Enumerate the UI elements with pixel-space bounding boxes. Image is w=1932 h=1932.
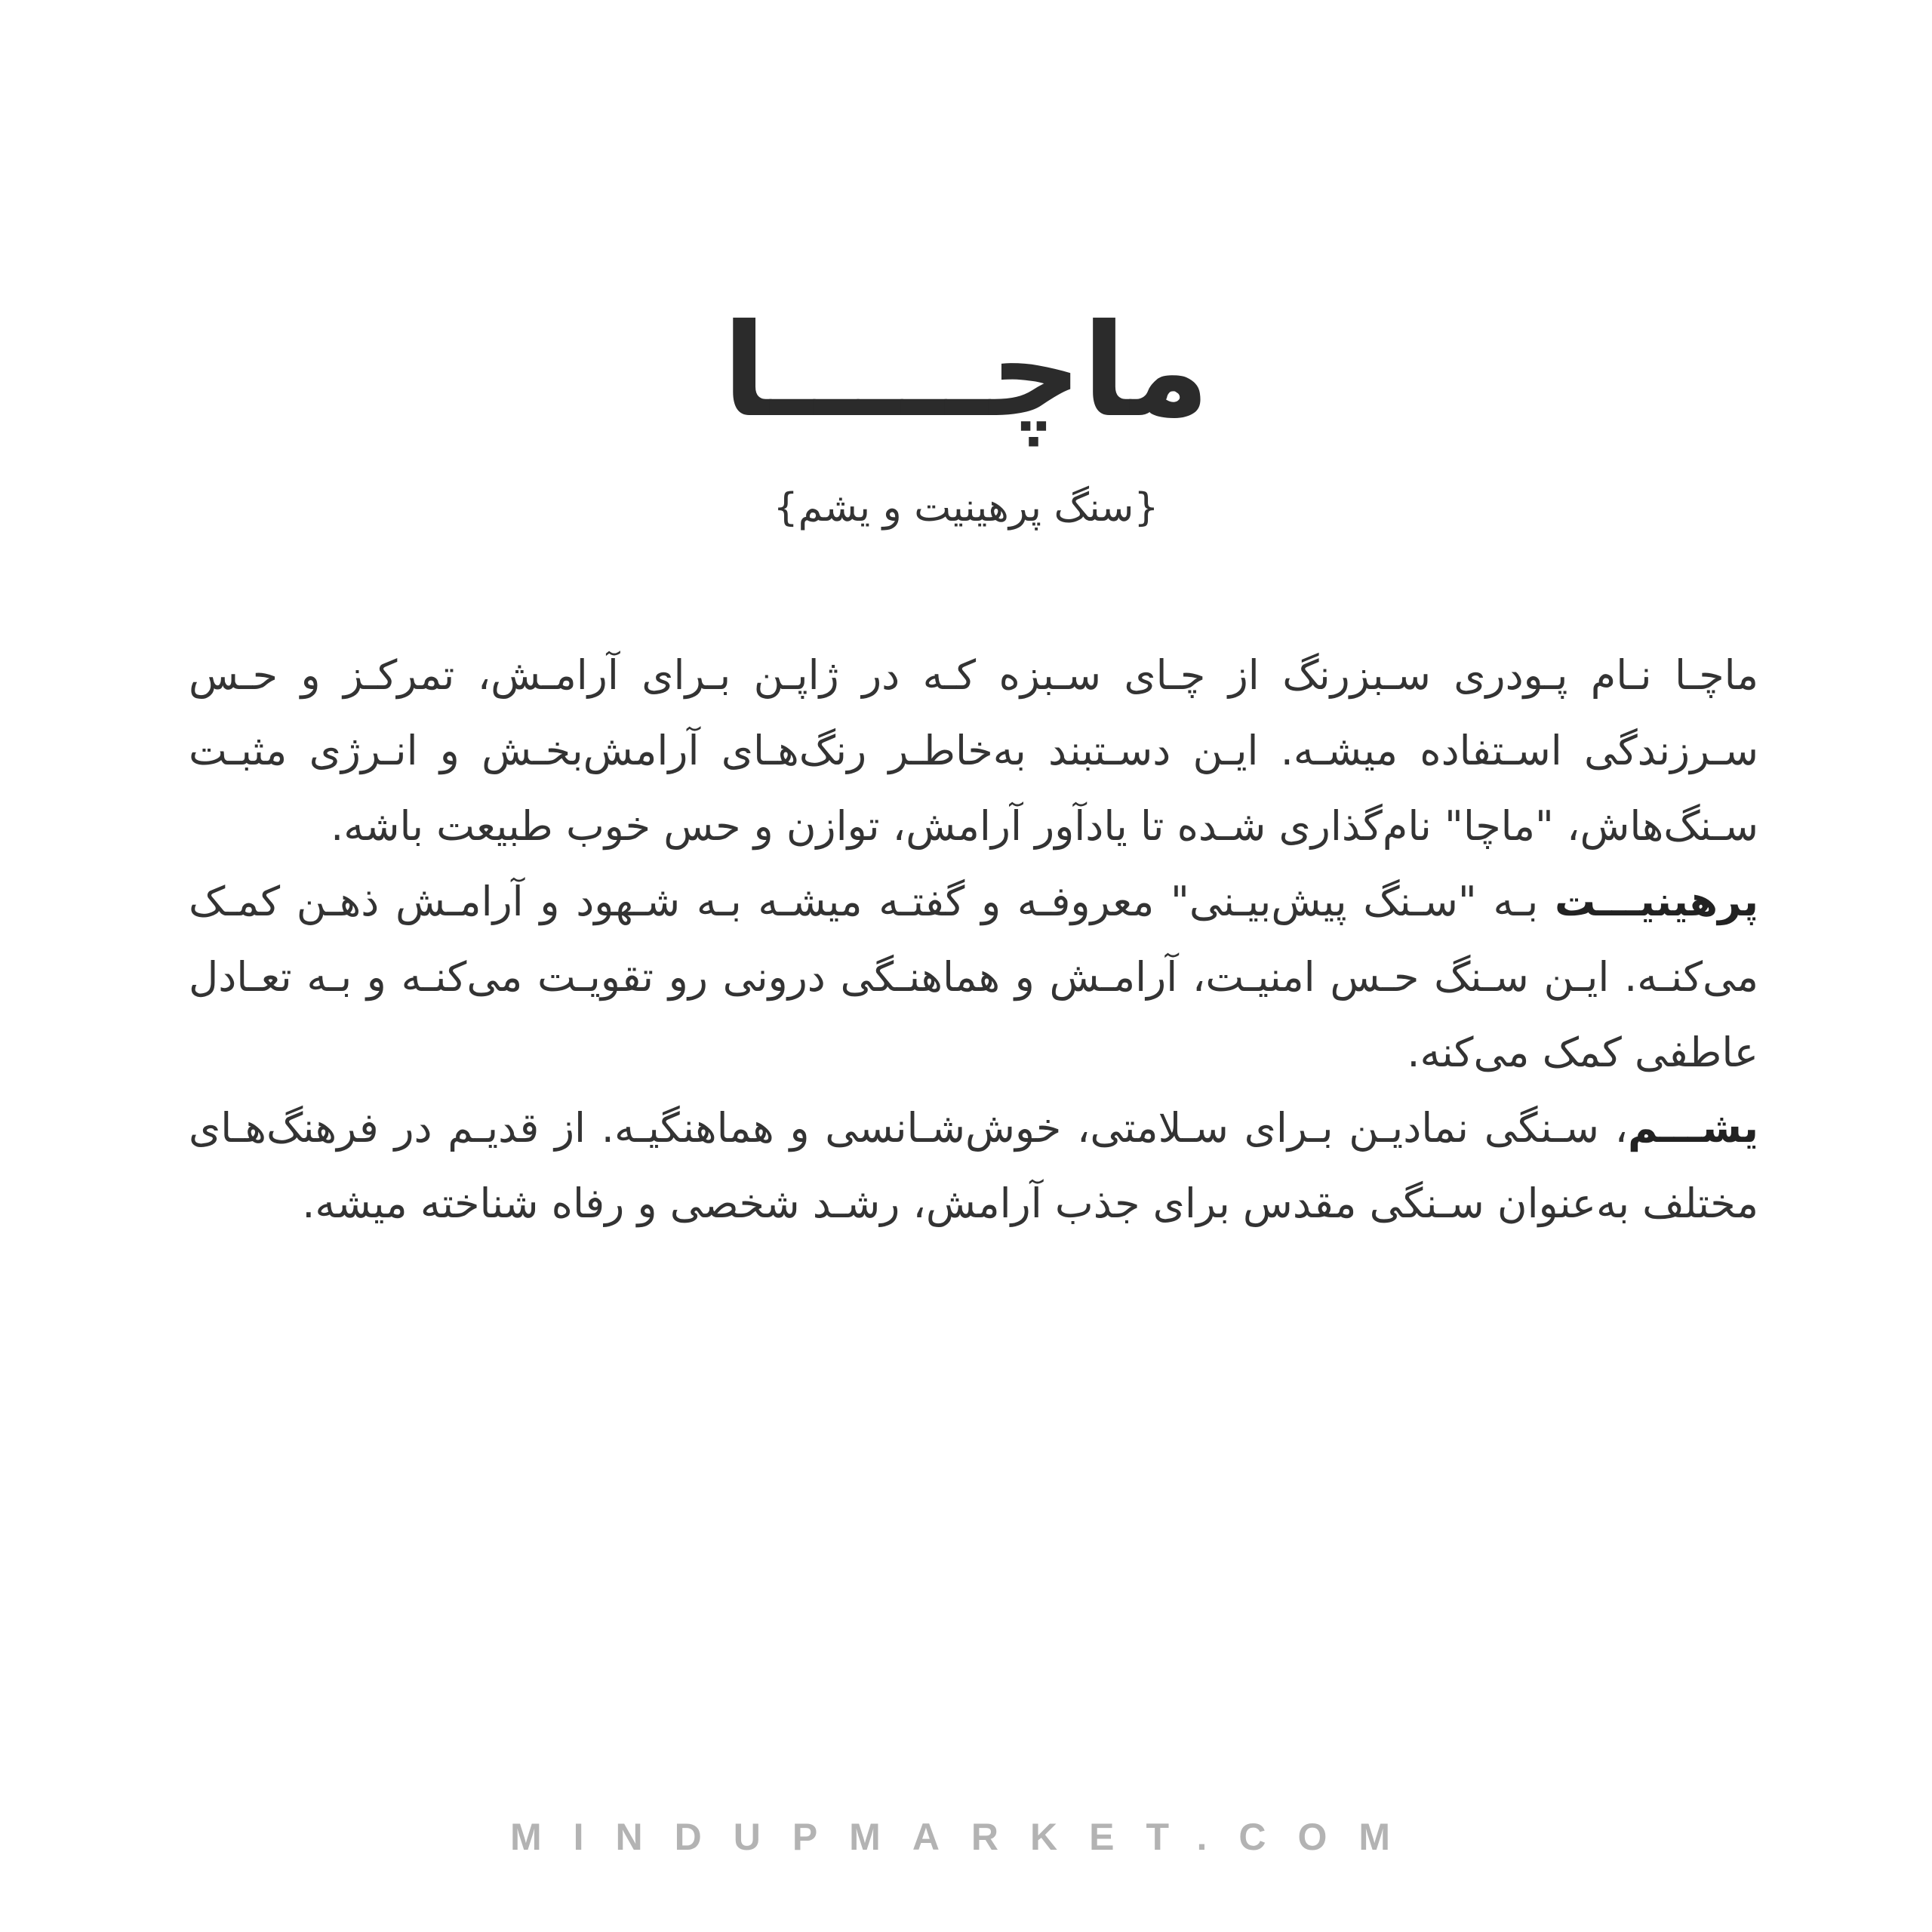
footer-website: MINDUPMARKET.COM	[509, 1816, 1423, 1858]
page-subtitle: {سنگ پرهینیت و یشم}	[773, 485, 1159, 531]
paragraph-text: بـه "سـنگ پیش‌بیـنی" معروفـه و گفتـه میشـه بـه شـهود و آرامـش ذهـن کمـک می‌کنـه. ایـن سـنگ حـس امنیـت، آرامـش و هماهنـگی درونی رو تقویـت می‌کنـه و بـه تعـادل عاطفی کمک می‌کنه.	[189, 878, 1758, 1076]
paragraph-text: ، سـنگی نمادیـن بـرای سـلامتی، خوش‌شـانسی و هماهنگیـه. از قدیـم در فرهنگ‌هـای مختلف به‌عنوان سـنگی مقدس برای جذب آرامش، رشـد شخصی و رفاه شناخته میشه.	[189, 1104, 1758, 1227]
page-title: ماچـــــا	[722, 297, 1210, 446]
paragraph-jade	[189, 1091, 1758, 1241]
description-body	[189, 638, 1758, 1241]
paragraph-text: ماچـا نـام پـودری سـبزرنگ از چـای سـبزه کـه در ژاپـن بـرای آرامـش، تمرکـز و حـس سـرزندگی اسـتفاده میشـه. ایـن دسـتبند به‌خاطـر رنگ‌هـای آرامش‌بخـش و انـرژی مثبـت سـنگ‌هاش، "ماچا" نام‌گذاری شـده تا یادآور آرامش، توازن و حس خوب طبیعت باشه.	[189, 651, 1758, 850]
paragraph-keyword: پرهینیـــت	[1555, 878, 1758, 925]
paragraph-matcha	[189, 638, 1758, 864]
paragraph-prehnite	[189, 864, 1758, 1091]
paragraph-keyword: یشـــم	[1628, 1104, 1758, 1152]
